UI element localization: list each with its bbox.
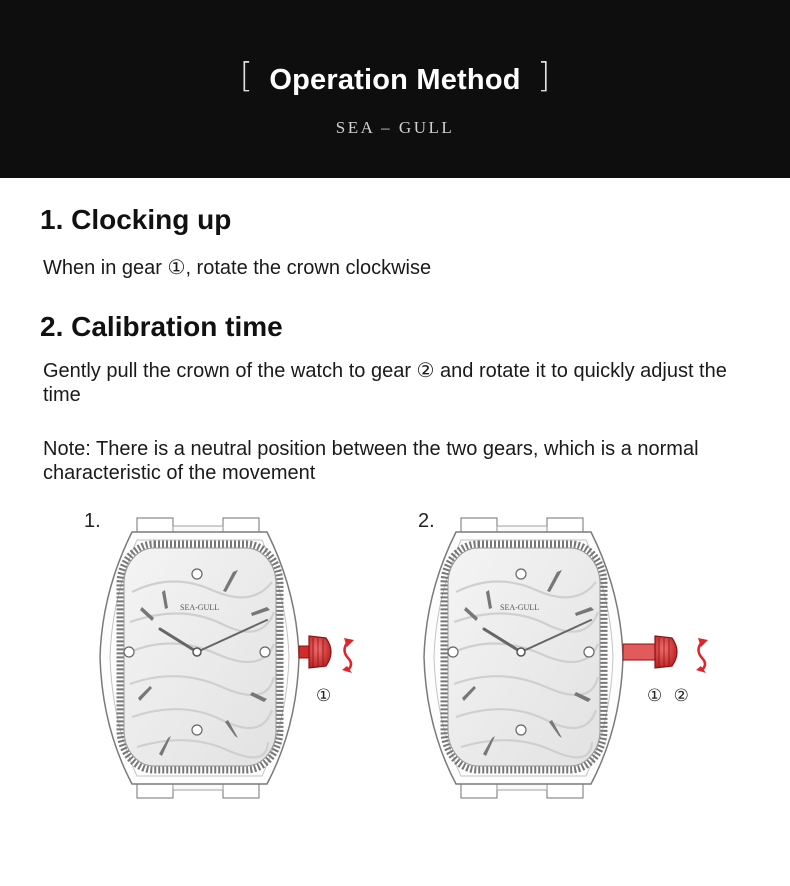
dial-brand: SEA-GULL: [500, 603, 540, 612]
bracket-left: [: [239, 56, 253, 96]
section2-text: Gently pull the crown of the watch to gear ② and rotate it to quickly adjust the time: [43, 360, 727, 406]
watch-diagram-1: [92, 512, 392, 802]
page-title: Operation Method: [269, 64, 521, 96]
figure1-label: 1.: [84, 510, 101, 532]
dial-brand: SEA-GULL: [180, 603, 220, 612]
section2-note: Note: There is a neutral position between the two gears, which is a normal characteristic of the movement: [43, 438, 699, 484]
header-banner: [0, 0, 790, 178]
section1-heading: 1. Clocking up: [40, 204, 232, 235]
title-row: [0, 56, 790, 97]
gear-position-1: ①: [316, 686, 332, 706]
gear-positions-2: ① ②: [647, 686, 692, 706]
crown-icon: [655, 636, 677, 668]
brand-logo-text: SEA – GULL: [335, 118, 455, 137]
section2-heading: 2. Calibration time: [40, 311, 283, 342]
figure2-label: 2.: [418, 510, 435, 532]
watch-diagram-2: [416, 512, 716, 802]
bracket-right: ]: [537, 56, 551, 96]
crown-icon: [309, 636, 331, 668]
section1-text: When in gear ①, rotate the crown clockwise: [43, 257, 432, 279]
crown-stem: [623, 644, 655, 660]
